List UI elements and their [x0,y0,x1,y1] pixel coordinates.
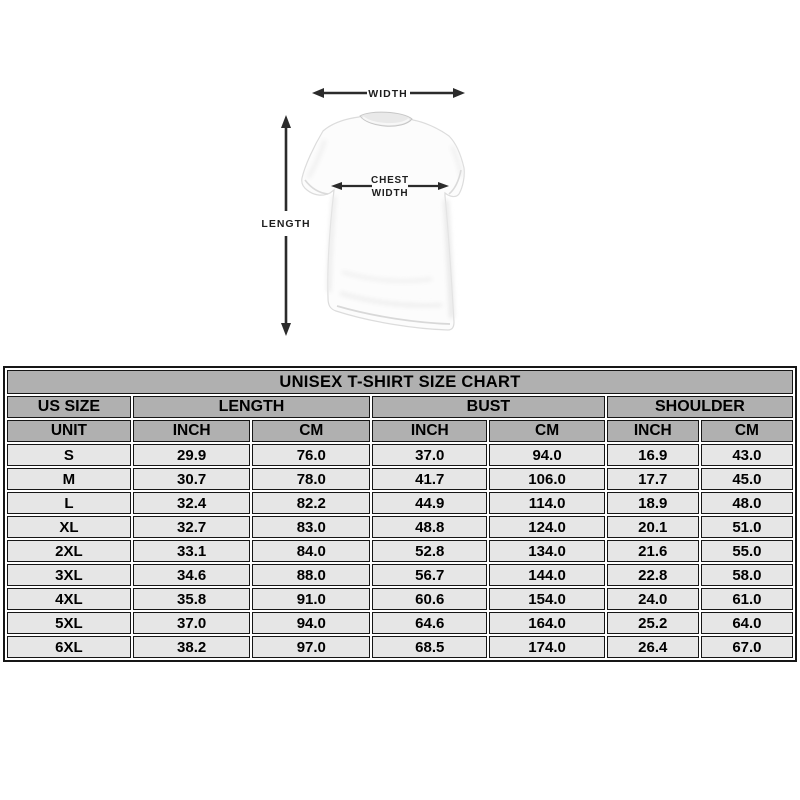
measurement-value: 78.0 [252,468,370,490]
measurement-value: 60.6 [372,588,487,610]
measurement-value: 134.0 [489,540,604,562]
chart-title: UNISEX T-SHIRT SIZE CHART [7,370,793,394]
measurement-value: 64.0 [701,612,793,634]
measurement-value: 58.0 [701,564,793,586]
col-header-bust: BUST [372,396,605,418]
measurement-value: 106.0 [489,468,604,490]
size-label: M [7,468,131,490]
measurement-value: 32.7 [133,516,251,538]
col-header-us-size: US SIZE [7,396,131,418]
measurement-value: 68.5 [372,636,487,658]
measurement-value: 21.6 [607,540,699,562]
measurement-value: 61.0 [701,588,793,610]
size-row-L [7,492,793,514]
measurement-value: 94.0 [489,444,604,466]
size-row-M [7,468,793,490]
measurement-value: 44.9 [372,492,487,514]
col-header-length: LENGTH [133,396,370,418]
size-row-XL [7,516,793,538]
measurement-value: 144.0 [489,564,604,586]
measurement-value: 24.0 [607,588,699,610]
measurement-value: 45.0 [701,468,793,490]
measurement-value: 82.2 [252,492,370,514]
width-label: WIDTH [368,88,408,100]
measurement-value: 34.6 [133,564,251,586]
measurement-value: 76.0 [252,444,370,466]
tshirt-measurement-diagram [0,0,800,366]
size-label: 4XL [7,588,131,610]
measurement-value: 52.8 [372,540,487,562]
size-row-4XL [7,588,793,610]
size-row-6XL [7,636,793,658]
group-header-row [7,396,793,418]
measurement-value: 33.1 [133,540,251,562]
shoulder-cm-header: CM [701,420,793,442]
measurement-value: 154.0 [489,588,604,610]
measurement-value: 17.7 [607,468,699,490]
measurement-value: 83.0 [252,516,370,538]
tshirt-illustration [302,112,465,330]
measurement-value: 22.8 [607,564,699,586]
length-inch-header: INCH [133,420,251,442]
size-row-2XL [7,540,793,562]
size-label: 2XL [7,540,131,562]
measurement-value: 124.0 [489,516,604,538]
measurement-value: 64.6 [372,612,487,634]
measurement-value: 67.0 [701,636,793,658]
col-header-shoulder: SHOULDER [607,396,793,418]
title-row [7,370,793,394]
measurement-value: 56.7 [372,564,487,586]
measurement-value: 164.0 [489,612,604,634]
measurement-value: 48.8 [372,516,487,538]
measurement-value: 32.4 [133,492,251,514]
measurement-value: 174.0 [489,636,604,658]
size-row-S [7,444,793,466]
measurement-value: 35.8 [133,588,251,610]
measurement-value: 114.0 [489,492,604,514]
measurement-value: 94.0 [252,612,370,634]
measurement-value: 88.0 [252,564,370,586]
tshirt-body [302,114,465,330]
measurement-value: 55.0 [701,540,793,562]
measurement-value: 26.4 [607,636,699,658]
measurement-value: 97.0 [252,636,370,658]
size-label: S [7,444,131,466]
bust-cm-header: CM [489,420,604,442]
measurement-value: 29.9 [133,444,251,466]
measurement-value: 37.0 [133,612,251,634]
unit-header: UNIT [7,420,131,442]
size-label: L [7,492,131,514]
size-label: 6XL [7,636,131,658]
unit-header-row [7,420,793,442]
measurement-value: 48.0 [701,492,793,514]
measurement-value: 37.0 [372,444,487,466]
measurement-value: 51.0 [701,516,793,538]
size-label: XL [7,516,131,538]
bust-inch-header: INCH [372,420,487,442]
measurement-value: 18.9 [607,492,699,514]
measurement-value: 38.2 [133,636,251,658]
size-chart-table [3,366,797,662]
length-label: LENGTH [261,218,311,230]
measurement-value: 84.0 [252,540,370,562]
measurement-value: 16.9 [607,444,699,466]
size-label: 3XL [7,564,131,586]
measurement-value: 30.7 [133,468,251,490]
size-label: 5XL [7,612,131,634]
measurement-value: 43.0 [701,444,793,466]
measurement-value: 41.7 [372,468,487,490]
size-row-3XL [7,564,793,586]
length-cm-header: CM [252,420,370,442]
chest-width-label-line1: CHEST [371,175,409,186]
measurement-value: 25.2 [607,612,699,634]
measurement-value: 91.0 [252,588,370,610]
measurement-value: 20.1 [607,516,699,538]
shoulder-inch-header: INCH [607,420,699,442]
chest-width-label-line2: WIDTH [371,188,409,199]
size-row-5XL [7,612,793,634]
